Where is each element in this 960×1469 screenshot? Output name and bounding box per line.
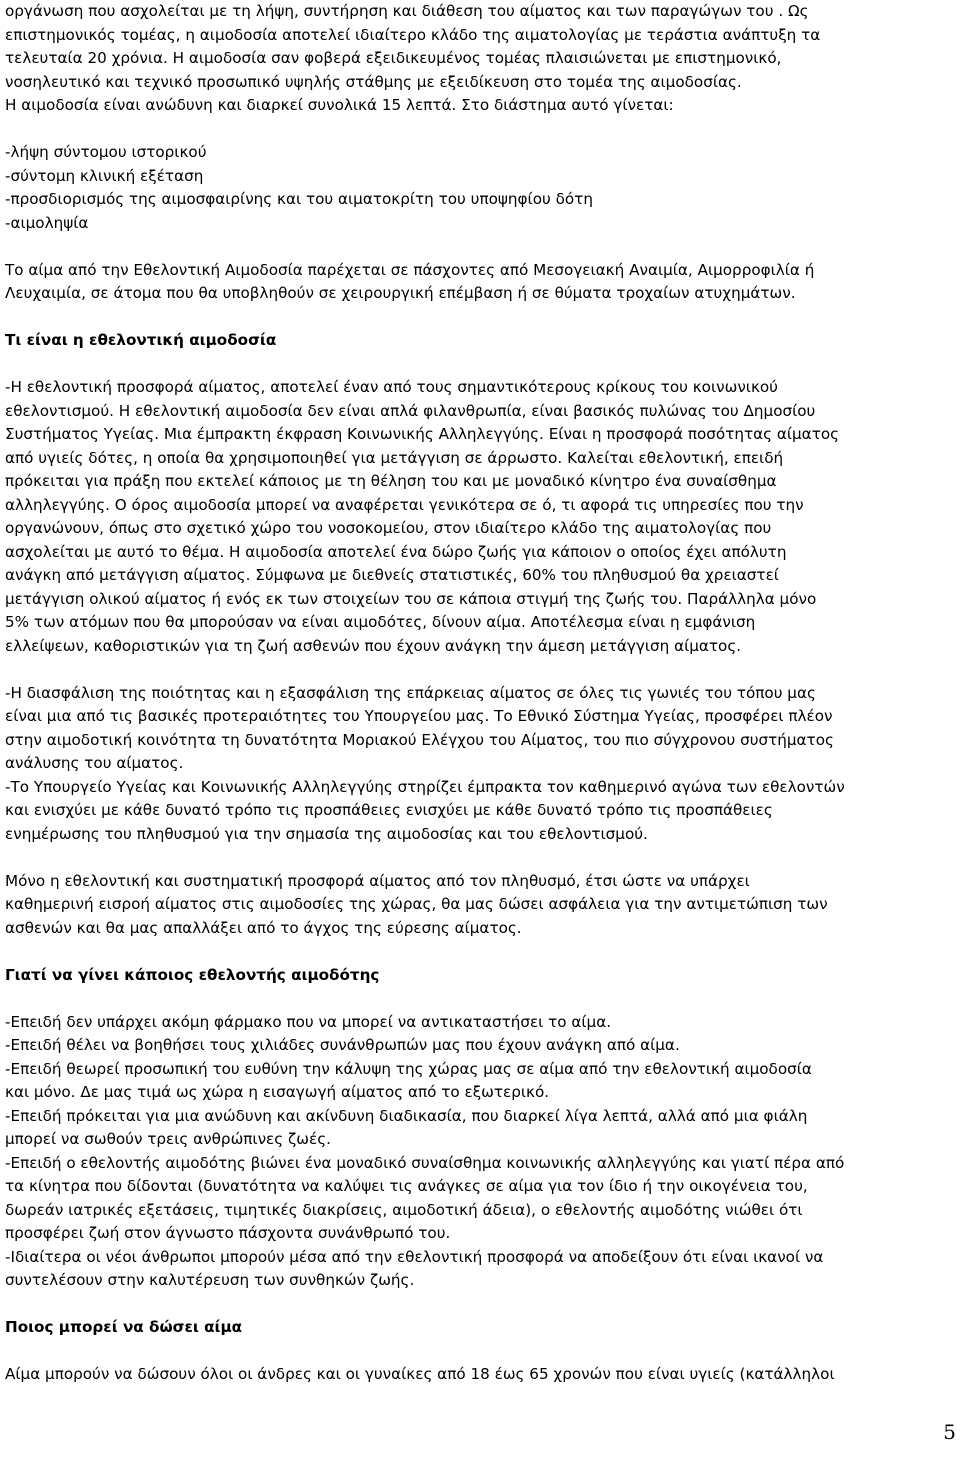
text-line: 5% των ατόμων που θα μπορούσαν να είναι αιμοδότες, δίνουν αίμα. Αποτέλεσμα είναι η εμφάνιση	[5, 613, 756, 631]
paragraph-gap	[5, 1293, 950, 1317]
text-line: ασχολείται με αυτό το θέμα. Η αιμοδοσία αποτελεί ένα δώρο ζωής για κάποιον ο οποίος έχει απόλυτη	[5, 542, 787, 561]
text-line: ελλείψεων, καθοριστικών για τη ζωή ασθενών που έχουν ανάγκη την άμεση μετάγγιση αίματος.	[5, 636, 742, 655]
text-line: Γιατί να γίνει κάποιος εθελοντής αιμοδότης	[5, 965, 380, 984]
text-line: -αιμοληψία	[5, 213, 89, 232]
paragraph	[5, 870, 950, 941]
section-heading	[5, 329, 950, 353]
text-line: οργανώνουν, όπως στο σχετικό χώρο του νοσοκομείου, στον ιδιαίτερο κλάδο της αιματολογίας που	[5, 519, 772, 537]
paragraph	[5, 682, 950, 847]
text-line: στην αιμοδοτική κοινότητα τη δυνατότητα Μοριακού Ελέγχου του Αίματος, του πιο σύγχρονου συστήματος	[5, 730, 834, 749]
text-line: ενημέρωσης του πληθυσμού για την σημασία της αιμοδοσίας και του εθελοντισμού.	[5, 824, 648, 843]
text-line: Μόνο η εθελοντική και συστηματική προσφορά αίματος από τον πληθυσμό, έτσι ώστε να υπάρχει	[5, 871, 750, 890]
text-line: Συστήματος Υγείας. Μια έμπρακτη έκφραση Κοινωνικής Αλληλεγγύης. Είναι η προσφορά ποσότητας αίματος	[5, 425, 840, 443]
text-line: Ποιος μπορεί να δώσει αίμα	[5, 1318, 243, 1336]
text-line: ασθενών και θα μας απαλλάξει από το άγχος της εύρεσης αίματος.	[5, 918, 522, 937]
paragraph-gap	[5, 235, 950, 259]
text-line: και μόνο. Δε μας τιμά ως χώρα η εισαγωγή αίματος από το εξωτερικό.	[5, 1083, 550, 1101]
text-line: -Επειδή πρόκειται για μια ανώδυνη και ακίνδυνη διαδικασία, που διαρκεί λίγα λεπτά, αλλά από μια φιάλη	[5, 1106, 808, 1125]
text-line: μετάγγιση ολικού αίματος ή ενός εκ των στοιχείων του σε κάποια στιγμή της ζωής του. Παράλληλα μόνο	[5, 589, 817, 608]
paragraph-gap	[5, 353, 950, 377]
text-line: συντελέσουν στην καλυτέρευση των συνθηκών ζωής.	[5, 1271, 415, 1289]
paragraph-gap	[5, 658, 950, 682]
paragraph-gap	[5, 940, 950, 964]
text-line: αλληλεγγύης. Ο όρος αιμοδοσία μπορεί να αναφέρεται γενικότερα σε ό, τι αφορά τις υπηρεσίες που την	[5, 495, 804, 514]
text-line: νοσηλευτικό και τεχνικό προσωπικό υψηλής στάθμης με εξειδίκευση στο τομέα της αιμοδοσίας.	[5, 72, 742, 91]
text-line: τα κίνητρα που δίδονται (δυνατότητα να καλύψει τις ανάγκες σε αίμα για τον ίδιο ή την οικογένεια του,	[5, 1177, 808, 1195]
text-line: -λήψη σύντομου ιστορικού	[5, 143, 207, 161]
paragraph	[5, 376, 950, 658]
text-line: από υγιείς δότες, η οποία θα χρησιμοποιηθεί για μετάγγιση σε άρρωστο. Καλείται εθελοντική, επειδή	[5, 448, 784, 467]
text-line: προσφέρει ζωή στον άγνωστο πάσχοντα συνάνθρωπό του.	[5, 1224, 451, 1242]
text-line: είναι μια από τις βασικές προτεραιότητες του Υπουργείου μας. Το Εθνικό Σύστημα Υγείας, προσφέρει πλέον	[5, 707, 833, 725]
paragraph	[5, 1363, 950, 1387]
text-line: επιστημονικός τομέας, η αιμοδοσία αποτελεί ιδιαίτερο κλάδο της αιματολογίας με τεράστια ανάπτυξη τα	[5, 25, 821, 44]
text-line: -Η εθελοντική προσφορά αίματος, αποτελεί έναν από τους σημαντικότερους κρίκους του κοινωνικού	[5, 378, 778, 396]
text-line: και ενισχύει με κάθε δυνατό τρόπο τις προσπάθειες ενισχύει με κάθε δυνατό τρόπο τις προσπάθειες	[5, 801, 773, 819]
text-line: -Επειδή δεν υπάρχει ακόμη φάρμακο που να μπορεί να αντικαταστήσει το αίμα.	[5, 1012, 612, 1031]
text-line: τελευταία 20 χρόνια. Η αιμοδοσία σαν φοβερά εξειδικευμένος τομέας πλαισιώνεται με επιστημονικό,	[5, 49, 782, 67]
text-line: καθημερινή εισροή αίματος στις αιμοδοσίες της χώρας, θα μας δώσει ασφάλεια για την αντιμετώπιση των	[5, 895, 828, 913]
text-line: μπορεί να σωθούν τρεις ανθρώπινες ζωές.	[5, 1130, 331, 1148]
text-line: δωρεάν ιατρικές εξετάσεις, τιμητικές διακρίσεις, αιμοδοτική άδεια), ο εθελοντής αιμοδότης νιώθει ότι	[5, 1200, 803, 1219]
text-line: -Το Υπουργείο Υγείας και Κοινωνικής Αλληλεγγύης στηρίζει έμπρακτα τον καθημερινό αγώνα των εθελοντών	[5, 777, 845, 796]
document-page	[5, 0, 950, 1387]
text-line: -σύντομη κλινική εξέταση	[5, 166, 204, 185]
text-line: -προσδιορισμός της αιμοσφαιρίνης και του αιματοκρίτη του υποψηφίου δότη	[5, 190, 593, 208]
text-line: -Επειδή θεωρεί προσωπική του ευθύνη την κάλυψη της χώρας μας σε αίμα από την εθελοντική αιμοδοσία	[5, 1059, 812, 1078]
paragraph-gap	[5, 118, 950, 142]
paragraph	[5, 0, 950, 118]
page-number: 5	[943, 1420, 956, 1444]
text-line: εθελοντισμού. Η εθελοντική αιμοδοσία δεν είναι απλά φιλανθρωπία, είναι βασικός πυλώνας του Δημοσίου	[5, 401, 816, 420]
text-line: Λευχαιμία, σε άτομα που θα υποβληθούν σε χειρουργική επέμβαση ή σε θύματα τροχαίων ατυχημάτων.	[5, 284, 796, 302]
text-line: Η αιμοδοσία είναι ανώδυνη και διαρκεί συνολικά 15 λεπτά. Στο διάστημα αυτό γίνεται:	[5, 96, 674, 114]
text-line: -Επειδή θέλει να βοηθήσει τους χιλιάδες συνάνθρωπών μας που έχουν ανάγκη από αίμα.	[5, 1036, 680, 1054]
paragraph-gap	[5, 1340, 950, 1364]
paragraph	[5, 141, 950, 235]
text-line: -Επειδή ο εθελοντής αιμοδότης βιώνει ένα μοναδικό συναίσθημα κοινωνικής αλληλεγγύης και γιατί πέρα από	[5, 1153, 845, 1172]
text-line: -Η διασφάλιση της ποιότητας και η εξασφάλιση της επάρκειας αίματος σε όλες τις γωνιές του τόπου μας	[5, 683, 816, 702]
paragraph-gap	[5, 846, 950, 870]
text-line: ανάγκη από μετάγγιση αίματος. Σύμφωνα με διεθνείς στατιστικές, 60% του πληθυσμού θα χρειαστεί	[5, 566, 779, 584]
text-line: Τι είναι η εθελοντική αιμοδοσία	[5, 331, 277, 349]
text-line: -Ιδιαίτερα οι νέοι άνθρωποι μπορούν μέσα από την εθελοντική προσφορά να αποδείξουν ότι είναι ικανοί να	[5, 1247, 824, 1266]
text-line: οργάνωση που ασχολείται με τη λήψη, συντήρηση και διάθεση του αίματος και των παραγώγων του . Ως	[5, 2, 809, 20]
text-line: πρόκειται για πράξη που εκτελεί κάποιος με τη θέληση του και με μοναδικό κίνητρο ένα συναίσθημα	[5, 472, 777, 490]
paragraph	[5, 1011, 950, 1293]
text-line: Το αίμα από την Εθελοντική Αιμοδοσία παρέχεται σε πάσχοντες από Μεσογειακή Αναιμία, Αιμορροφιλία ή	[5, 260, 815, 279]
section-heading	[5, 1316, 950, 1340]
text-line: ανάλυσης του αίματος.	[5, 754, 184, 772]
paragraph	[5, 259, 950, 306]
paragraph-gap	[5, 306, 950, 330]
text-line: Αίμα μπορούν να δώσουν όλοι οι άνδρες και οι γυναίκες από 18 έως 65 χρονών που είναι υγιείς (κατάλληλοι	[5, 1365, 835, 1383]
paragraph-gap	[5, 987, 950, 1011]
section-heading	[5, 964, 950, 988]
